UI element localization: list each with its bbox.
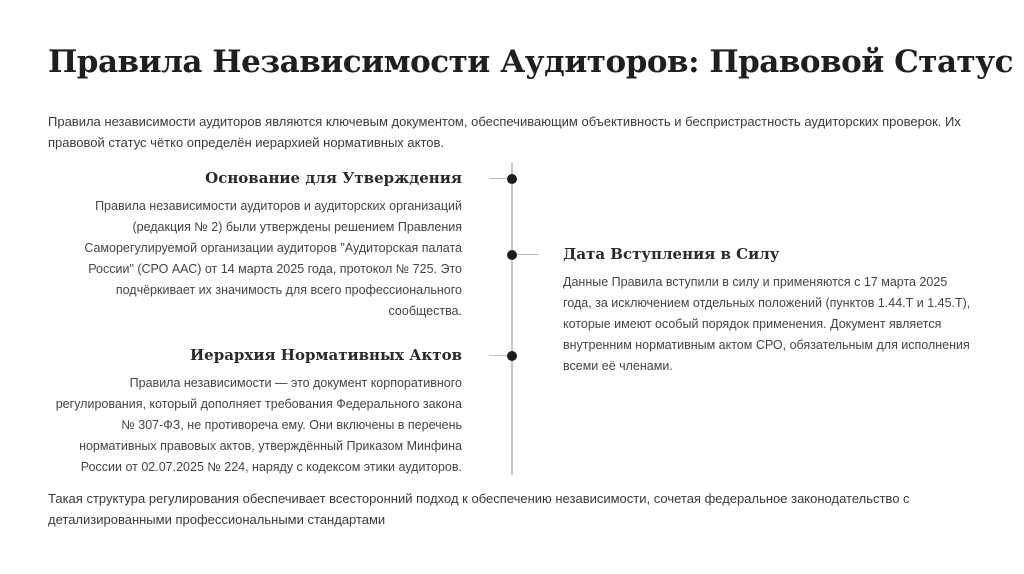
effective-date-title: Дата Вступления в Силу [563, 245, 780, 263]
hierarchy-text: Правила независимости — это документ корпоративного регулирования, который дополняет требования Федерального закона № 307-ФЗ, не противореча ему. Они включены в перечень нормативных правовых актов, утверждённый Приказом Минфина России от 02.07.2025 № 224, наряду с кодексом этики аудиторов. [55, 376, 462, 474]
timeline-dot-hierarchy [507, 351, 517, 361]
timeline-item-hierarchy [48, 346, 462, 478]
hierarchy-title: Иерархия Нормативных Актов [190, 346, 462, 364]
timeline-item-effective-date [563, 245, 977, 377]
basis-text: Правила независимости аудиторов и аудиторских организаций (редакция № 2) были утверждены решением Правления Саморегулируемой организации аудиторов "Аудиторская палата России" (СРО ААС) от 14 марта 2025 года, протокол № 725. Это подчёркивает их значимость для всего профессионального сообщества. [84, 199, 462, 318]
basis-title: Основание для Утверждения [205, 169, 462, 187]
timeline-item-basis [48, 169, 462, 322]
effective-date-text: Данные Правила вступили в силу и применяются с 17 марта 2025 года, за исключением отдельных положений (пунктов 1.44.Т и 1.45.Т), которые имеют особый порядок применения. Документ является внутренним нормативным актом СРО, обязательным для исполнения всеми её членами. [563, 275, 971, 373]
timeline-dot-effective-date [507, 250, 517, 260]
timeline-line [511, 163, 513, 475]
page-title: Правила Независимости Аудиторов: Правовой Статус [48, 44, 1013, 80]
intro-paragraph: Правила независимости аудиторов являются ключевым документом, обеспечивающим объективность и беспристрастность аудиторских проверок. Их правовой статус чётко определён иерархией нормативных актов. [48, 114, 961, 150]
timeline-dot-basis [507, 174, 517, 184]
conclusion-paragraph: Такая структура регулирования обеспечивает всесторонний подход к обеспечению независимости, сочетая федеральное законодательство с детализированными профессиональными стандартами [48, 491, 910, 527]
